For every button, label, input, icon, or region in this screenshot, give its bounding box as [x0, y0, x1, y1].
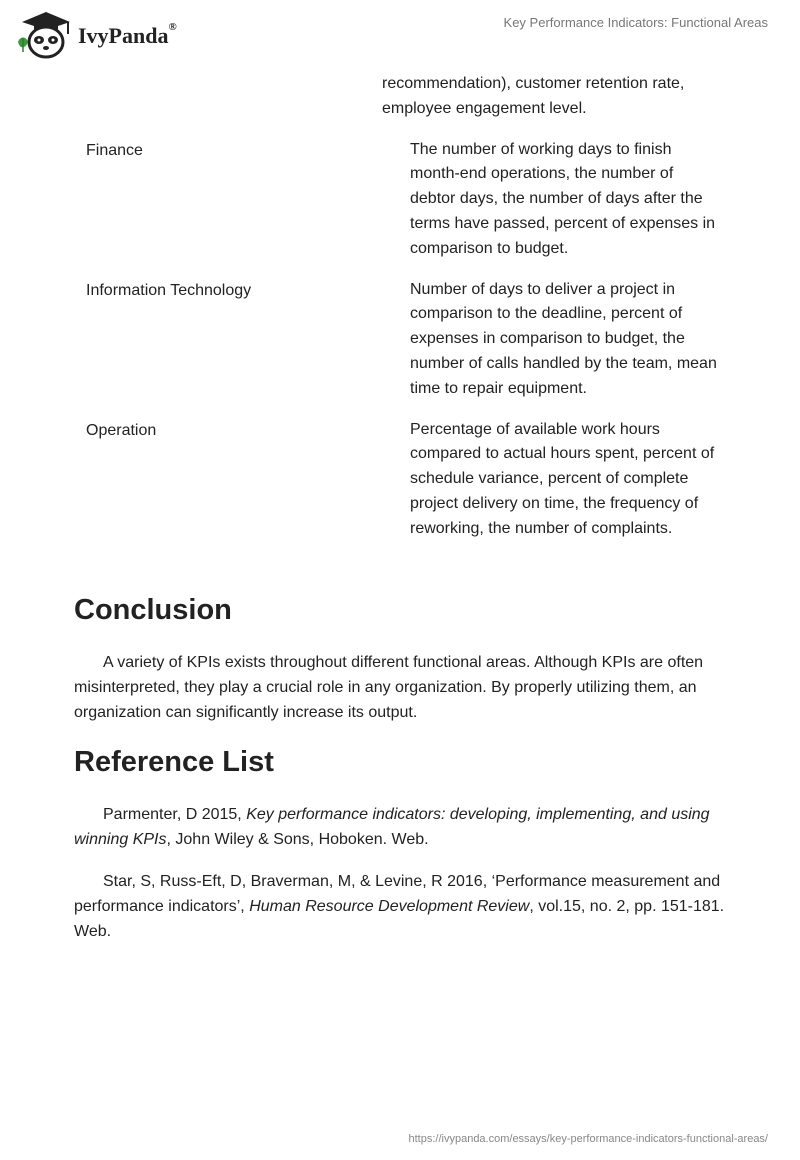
reference-item: Star, S, Russ-Eft, D, Braverman, M, & Levine, R 2016, ‘Performance measurement and performance indicators’, Human Resource Development Review, vol.15, no. 2, pp. 151-181. Web. [74, 873, 725, 940]
document-title: Key Performance Indicators: Functional Areas [503, 15, 768, 30]
kpi-cell: Percentage of available work hours compared to actual hours spent, percent of schedule variance, percent of complete project delivery on time, the frequency of reworking, the number of complaints. [410, 420, 715, 537]
reference-item: Parmenter, D 2015, Key performance indicators: developing, implementing, and using winning KPIs, John Wiley & Sons, Hoboken. Web. [74, 806, 710, 848]
source-url[interactable]: https://ivypanda.com/essays/key-performance-indicators-functional-areas/ [408, 1133, 768, 1145]
reference-title: Key performance indicators: developing, implementing, and using winning KPIs [74, 806, 710, 848]
reference-title: Human Resource Development Review [249, 898, 530, 915]
area-cell [86, 72, 382, 122]
table-row [86, 138, 726, 262]
reference-section [74, 744, 730, 944]
panda-logo-icon [14, 8, 74, 60]
area-cell: Information Technology [86, 281, 252, 299]
table-row [86, 418, 726, 542]
area-cell: Finance [86, 141, 143, 159]
kpi-cell: Number of days to deliver a project in comparison to the deadline, percent of expenses in comparison to budget, the number of calls handled by the team, mean time to repair equipment. [410, 280, 717, 397]
ivypanda-logo[interactable] [14, 8, 177, 60]
conclusion-section [74, 592, 730, 725]
kpi-cell: recommendation), customer retention rate, employee engagement level. [382, 75, 685, 117]
kpi-cell: The number of working days to finish month-end operations, the number of debtor days, the number of days after the terms have passed, percent of expenses in comparison to budget. [410, 140, 716, 257]
conclusion-heading: Conclusion [74, 594, 232, 626]
reference-heading: Reference List [74, 746, 274, 778]
table-row [86, 278, 726, 402]
registered-mark: ® [168, 21, 177, 33]
table-row [86, 72, 726, 122]
kpi-table [86, 72, 726, 558]
brand-name: IvyPanda® [78, 21, 177, 48]
area-cell: Operation [86, 421, 157, 439]
conclusion-paragraph: A variety of KPIs exists throughout different functional areas. Although KPIs are often misinterpreted, they play a crucial role in any organization. By properly utilizing them, an organization can significantly increase its output. [74, 654, 704, 721]
